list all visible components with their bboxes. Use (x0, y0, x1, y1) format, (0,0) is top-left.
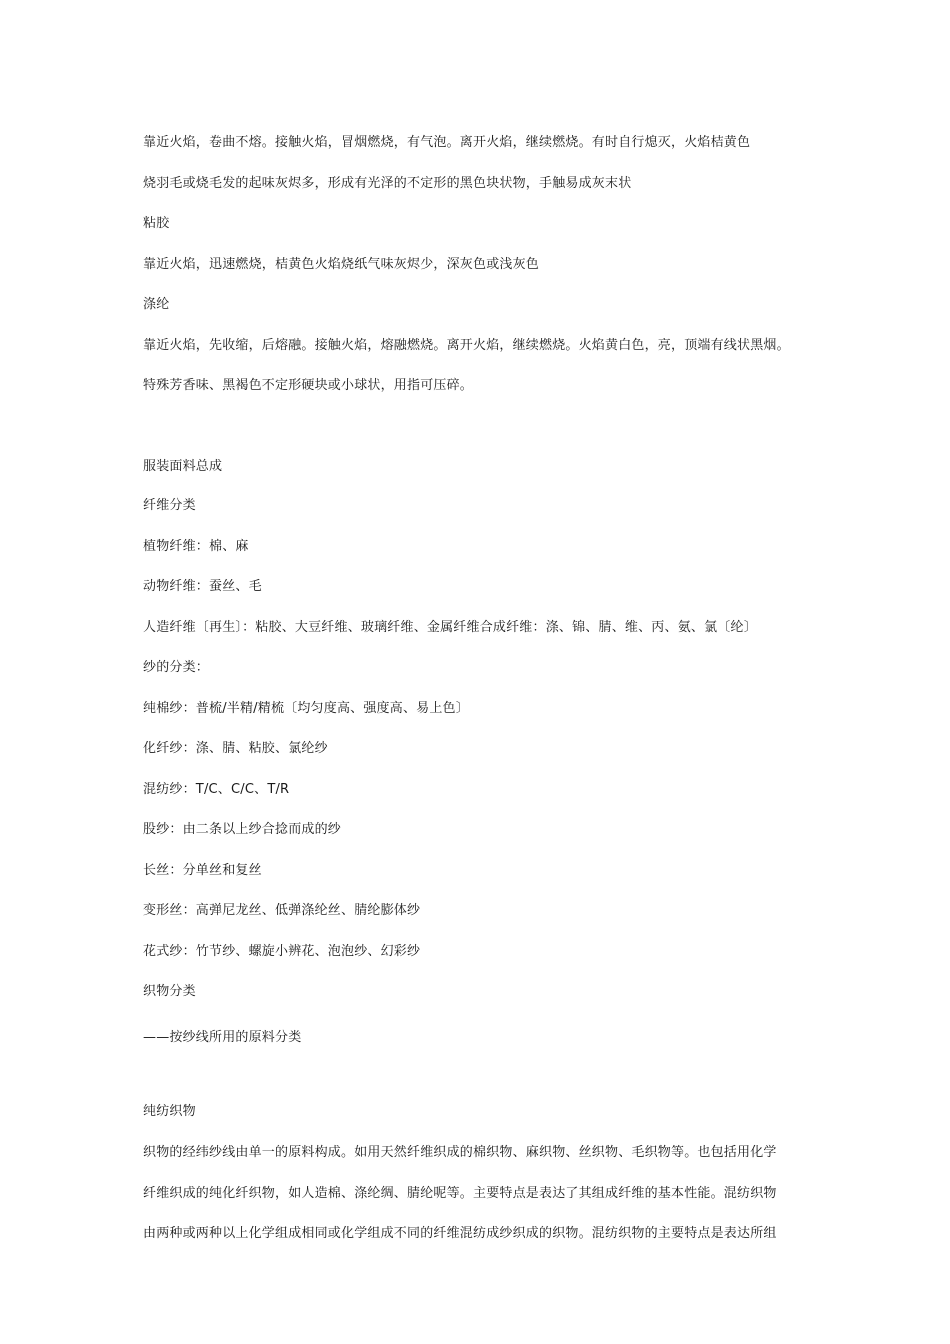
heading-yarn-classification: 纱的分类： (143, 660, 210, 675)
list-item-animal-fiber: 动物纤维：蚕丝、毛 (143, 579, 262, 594)
paragraph-line-2: 烧羽毛或烧毛发的起味灰烬多，形成有光泽的不定形的黑色块状物，手触易成灰末状 (143, 176, 632, 191)
paragraph-line-3: 靠近火焰，迅速燃烧，桔黄色火焰烧纸气味灰烬少，深灰色或浅灰色 (143, 257, 540, 272)
list-item-synthetic-yarn: 化纤纱：涤、腈、粘胶、氯纶纱 (143, 741, 328, 756)
paragraph-line-6: 织物的经纬纱线由单一的原料构成。如用天然纤维织成的棉织物、麻织物、丝织物、毛织物等。也包括用化学 (143, 1145, 777, 1160)
list-item-textured-yarn: 变形丝：高弹尼龙丝、低弹涤纶丝、腈纶膨体纱 (143, 903, 421, 918)
heading-fiber-classification: 纤维分类 (143, 498, 196, 513)
list-item-plant-fiber: 植物纤维：棉、麻 (143, 539, 249, 554)
heading-polyester: 涤纶 (143, 297, 170, 312)
paragraph-line-5: 特殊芳香味、黑褐色不定形硬块或小球状，用指可压碎。 (143, 378, 474, 393)
paragraph-line-4: 靠近火焰，先收缩，后熔融。接触火焰，熔融燃烧。离开火焰，继续燃烧。火焰黄白色，亮，顶端有线状黑烟。 (143, 338, 790, 353)
list-item-fancy-yarn: 花式纱：竹节纱、螺旋小辨花、泡泡纱、幻彩纱 (143, 944, 421, 959)
list-item-blended-yarn: 混纺纱：T/C、C/C、T/R (143, 782, 290, 797)
section-title-fabrics: 服装面料总成 (143, 459, 223, 474)
list-item-cotton-yarn: 纯棉纱：普梳/半精/精梳〔均匀度高、强度高、易上色〕 (143, 701, 469, 716)
subheading-by-material: ——按纱线所用的原料分类 (143, 1030, 302, 1045)
heading-viscose: 粘胶 (143, 216, 170, 231)
heading-fabric-classification: 织物分类 (143, 984, 196, 999)
paragraph-line-7: 纤维织成的纯化纤织物，如人造棉、涤纶绸、腈纶呢等。主要特点是表达了其组成纤维的基本性能。混纺织物 (143, 1186, 777, 1201)
list-item-man-made-fiber: 人造纤维〔再生〕：粘胶、大豆纤维、玻璃纤维、金属纤维合成纤维：涤、锦、腈、维、丙、氨、氯〔纶〕 (143, 620, 757, 635)
heading-pure-fabric: 纯纺织物 (143, 1104, 196, 1119)
paragraph-line-8: 由两种或两种以上化学组成相同或化学组成不同的纤维混纺成纱织成的织物。混纺织物的主要特点是表达所组 (143, 1226, 777, 1241)
list-item-filament: 长丝：分单丝和复丝 (143, 863, 262, 878)
list-item-ply-yarn: 股纱：由二条以上纱合捻而成的纱 (143, 822, 342, 837)
paragraph-line-1: 靠近火焰，卷曲不熔。接触火焰，冒烟燃烧，有气泡。离开火焰，继续燃烧。有时自行熄灭，火焰桔黄色 (143, 135, 751, 150)
